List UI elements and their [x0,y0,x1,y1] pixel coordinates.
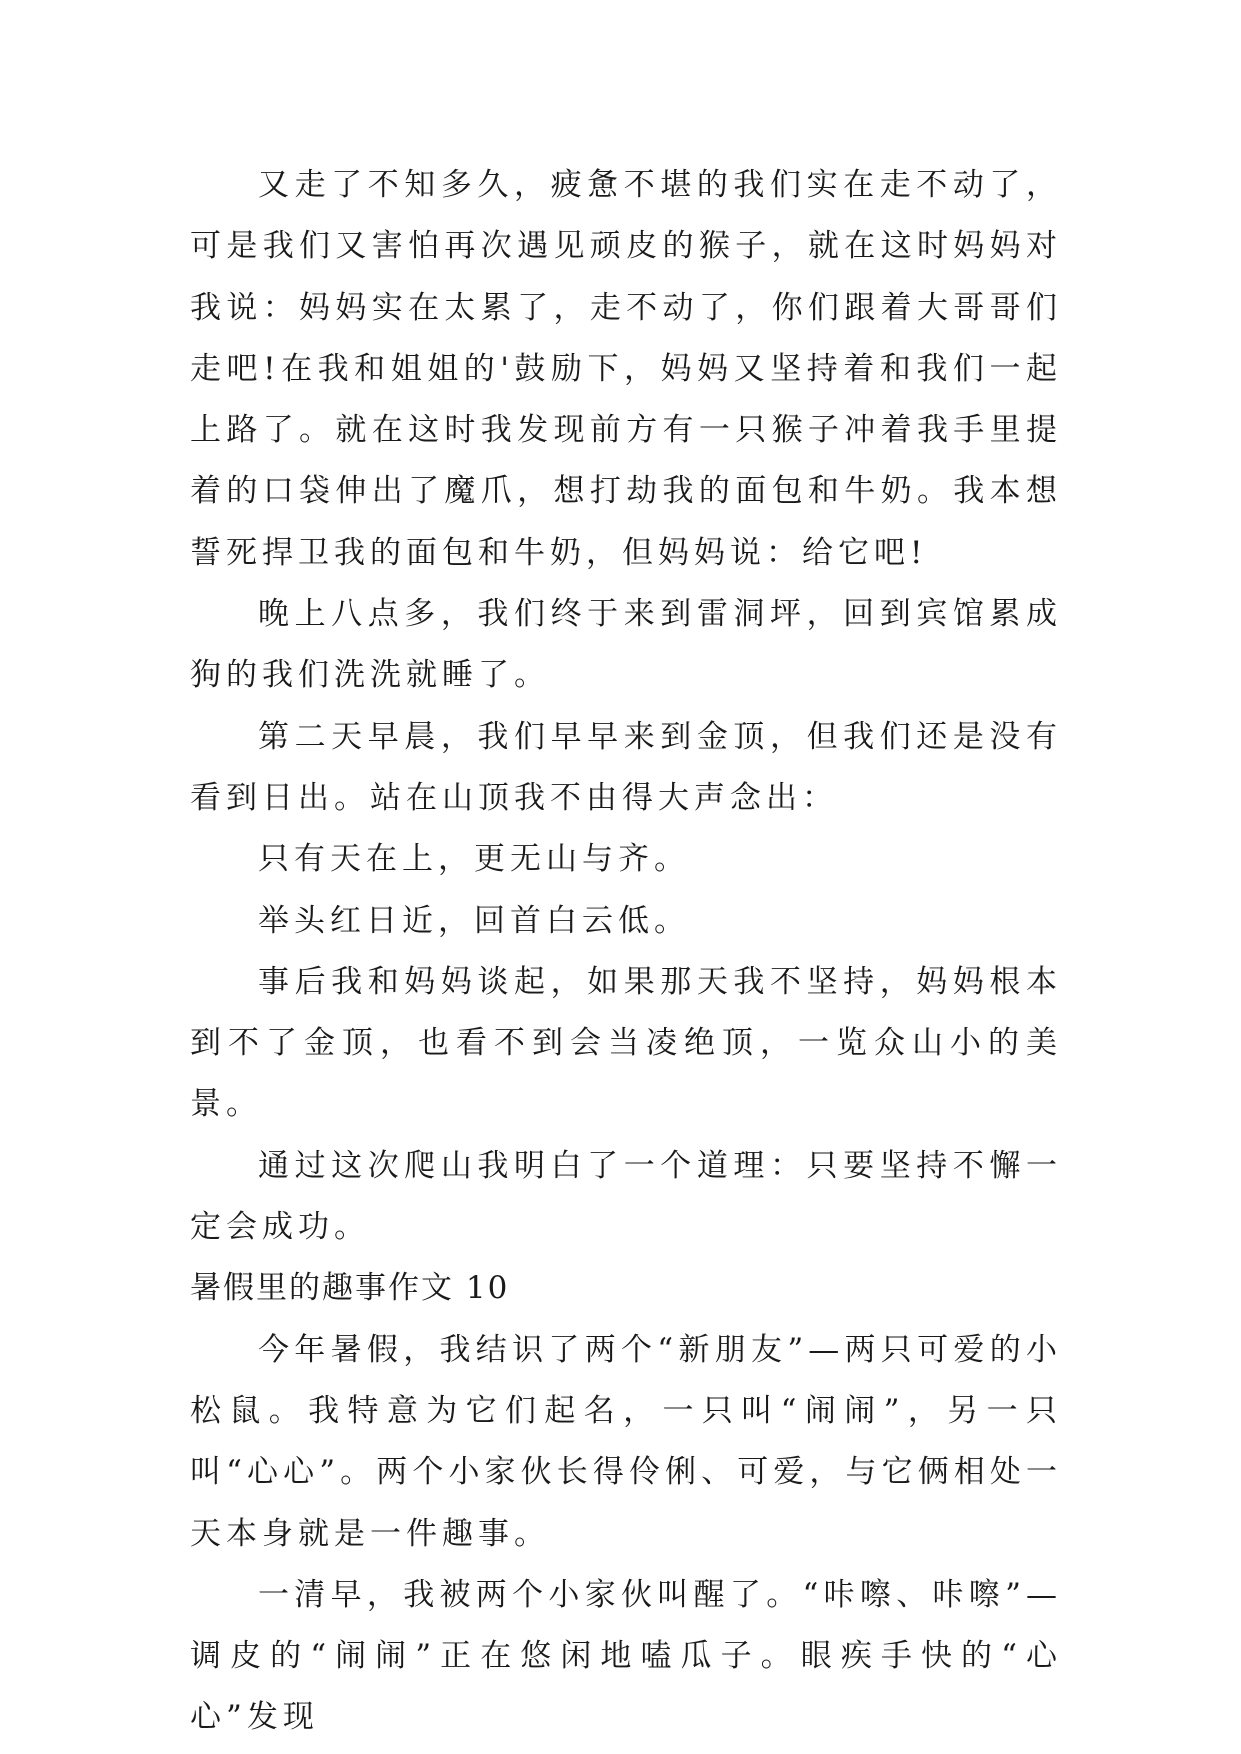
paragraph-5: 通过这次爬山我明白了一个道理：只要坚持不懈一定会成功。 [190,1147,1062,1246]
paragraph-6: 今年暑假，我结识了两个“新朋友”—两只可爱的小松鼠。我特意为它们起名，一只叫“闹闹”，另一只叫“心心”。两个小家伙长得伶俐、可爱，与它俩相处一天本身就是一件趣事。 [190,1331,1062,1552]
paragraph-2: 晚上八点多，我们终于来到雷洞坪，回到宾馆累成狗的我们洗洗就睡了。 [190,596,1062,694]
section-heading: 暑假里的趣事作文 10 [190,1270,510,1307]
paragraph-4: 事后我和妈妈谈起，如果那天我不坚持，妈妈根本到不了金顶，也看不到会当凌绝顶，一览众山小的美景。 [190,963,1062,1123]
paragraph-1: 又走了不知多久，疲惫不堪的我们实在走不动了，可是我们又害怕再次遇见顽皮的猴子，就在这时妈妈对我说：妈妈实在太累了，走不动了，你们跟着大哥哥们走吧!在我和姐姐的'鼓励下，妈妈又坚持着和我们一起上路了。就在这时我发现前方有一只猴子冲着我手里提着的口袋伸出了魔爪，想打劫我的面包和牛奶。我本想誓死捍卫我的面包和牛奶，但妈妈说：给它吧! [190,167,1062,571]
document-body [190,155,1062,1749]
poem-line-2: 举头红日近，回首白云低。 [258,902,690,939]
poem-line-1: 只有天在上，更无山与齐。 [258,841,690,878]
paragraph-3: 第二天早晨，我们早早来到金顶，但我们还是没有看到日出。站在山顶我不由得大声念出： [190,718,1062,816]
paragraph-7: 一清早，我被两个小家伙叫醒了。“咔嚓、咔嚓”—调皮的“闹闹”正在悠闲地嗑瓜子。眼疾手快的“心心”发现 [190,1576,1062,1736]
